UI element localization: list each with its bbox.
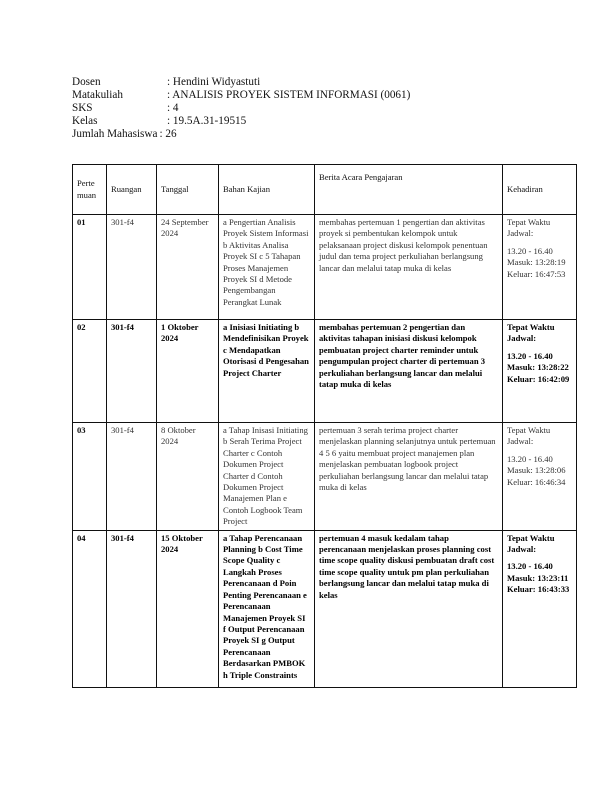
cell-kehadiran — [503, 320, 577, 423]
info-jumlah-mahasiswa — [72, 128, 410, 141]
info-kelas — [72, 115, 410, 128]
kehadiran-keluar: Keluar: 16:42:09 — [507, 373, 570, 384]
info-value: : Hendini Widyastuti — [167, 76, 261, 88]
info-label: Jumlah Mahasiswa — [72, 128, 158, 140]
kehadiran-masuk: Masuk: 13:28:06 — [507, 465, 566, 476]
cell-berita-acara: pertemuan 4 masuk kedalam tahap perencanaan menjelaskan proses planning cost time scope quality diskusi pembuatan draft cost time scope quality untuk pm plan perkuliahan berlangsung lancar dan melalui tatap muka di kelas — [315, 530, 503, 687]
cell-bahan-kajian: a Inisiasi Initiating b Mendefinisikan Proyek c Mendapatkan Otorisasi d Pengesahan Project Charter — [219, 320, 315, 423]
cell-tanggal: 24 September 2024 — [157, 215, 219, 320]
cell-tanggal: 15 Oktober 2024 — [157, 530, 219, 687]
kehadiran-keluar: Keluar: 16:47:53 — [507, 268, 566, 279]
table-header-row — [73, 165, 577, 215]
kehadiran-status: Tepat Waktu Jadwal: — [507, 425, 551, 447]
cell-pertemuan: 04 — [73, 530, 107, 687]
info-sks — [72, 102, 410, 115]
info-value: : 19.5A.31-19515 — [167, 115, 247, 127]
cell-kehadiran — [503, 215, 577, 320]
cell-ruangan: 301-f4 — [107, 215, 157, 320]
kehadiran-jadwal: 13.20 - 16.40 — [507, 350, 553, 361]
cell-ruangan: 301-f4 — [107, 423, 157, 531]
kehadiran-status: Tepat Waktu Jadwal: — [507, 217, 551, 239]
header-ruangan: Ruangan — [107, 165, 157, 215]
cell-pertemuan: 03 — [73, 423, 107, 531]
info-dosen — [72, 76, 410, 89]
info-value: : 4 — [167, 102, 179, 114]
info-label: Kelas — [72, 115, 98, 127]
kehadiran-masuk: Masuk: 13:28:22 — [507, 362, 569, 373]
cell-ruangan: 301-f4 — [107, 320, 157, 423]
cell-pertemuan: 01 — [73, 215, 107, 320]
cell-tanggal: 8 Oktober 2024 — [157, 423, 219, 531]
cell-kehadiran — [503, 423, 577, 531]
cell-kehadiran — [503, 530, 577, 687]
cell-bahan-kajian: a Tahap Perencanaan Planning b Cost Time Scope Quality c Langkah Proses Perencanaan d Poin Penting Perencanaan e Perencanaan Manajemen Proyek SI f Output Perencanaan Proyek SI g Output Perencanaan Berdasarkan PMBOK h Triple Constraints — [219, 530, 315, 687]
cell-berita-acara: membahas pertemuan 1 pengertian dan aktivitas proyek si pembentukan kelompok untuk pelaksanaan project diskusi kelompok penentuan judul dan tema project perkuliahan berlangsung lancar dan melalui tatap muka di kelas — [315, 215, 503, 320]
kehadiran-jadwal: 13.20 - 16.40 — [507, 453, 553, 464]
info-label: SKS — [72, 102, 93, 114]
info-value: : 26 — [159, 128, 177, 140]
kehadiran-keluar: Keluar: 16:46:34 — [507, 476, 566, 487]
cell-bahan-kajian: a Pengertian Analisis Proyek Sistem Informasi b Aktivitas Analisa Proyek SI c 5 Tahapan Proses Manajemen Proyek SI d Metode Pengembangan Perangkat Lunak — [219, 215, 315, 320]
table-row — [73, 423, 577, 531]
kehadiran-status: Tepat Waktu Jadwal: — [507, 322, 555, 344]
cell-berita-acara: pertemuan 3 serah terima project charter menjelaskan planning selanjutnya untuk pertemuan 4 5 6 yaitu membuat project manajemen plan menjelaskan pembuatan logbook project perkuliahan berlangsung lancar dan melalui tatap muka di kelas — [315, 423, 503, 531]
table-row — [73, 215, 577, 320]
info-value: : ANALISIS PROYEK SISTEM INFORMASI (0061) — [167, 89, 411, 101]
header-pertemuan: Perte muan — [73, 165, 107, 215]
cell-berita-acara: membahas pertemuan 2 pengertian dan aktivitas tahapan inisiasi diskusi kelompok pembuatan project charter reminder untuk pengumpulan project charter di pertemuan 3 perkuliahan berlangsung lancar dan melalui tatap muka di kelas — [315, 320, 503, 423]
header-tanggal: Tanggal — [157, 165, 219, 215]
header-bahan-kajian: Bahan Kajian — [219, 165, 315, 215]
header-berita-acara: Berita Acara Pengajaran — [315, 165, 503, 215]
header-kehadiran: Kehadiran — [503, 165, 577, 215]
kehadiran-keluar: Keluar: 16:43:33 — [507, 584, 570, 595]
info-label: Dosen — [72, 76, 101, 88]
kehadiran-jadwal: 13.20 - 16.40 — [507, 561, 553, 572]
attendance-table — [72, 164, 577, 688]
info-label: Matakuliah — [72, 89, 123, 101]
info-matakuliah — [72, 89, 410, 102]
cell-tanggal: 1 Oktober 2024 — [157, 320, 219, 423]
cell-pertemuan: 02 — [73, 320, 107, 423]
cell-ruangan: 301-f4 — [107, 530, 157, 687]
kehadiran-masuk: Masuk: 13:23:11 — [507, 572, 569, 583]
kehadiran-status: Tepat Waktu Jadwal: — [507, 532, 555, 555]
kehadiran-jadwal: 13.20 - 16.40 — [507, 245, 553, 256]
cell-bahan-kajian: a Tahap Inisasi Initiating b Serah Terima Project Charter c Contoh Dokumen Project Charter d Contoh Dokumen Project Manajemen Plan e Contoh Logbook Team Project — [219, 423, 315, 531]
table-row — [73, 320, 577, 423]
table-row — [73, 530, 577, 687]
course-info — [72, 76, 410, 141]
kehadiran-masuk: Masuk: 13:28:19 — [507, 257, 566, 268]
